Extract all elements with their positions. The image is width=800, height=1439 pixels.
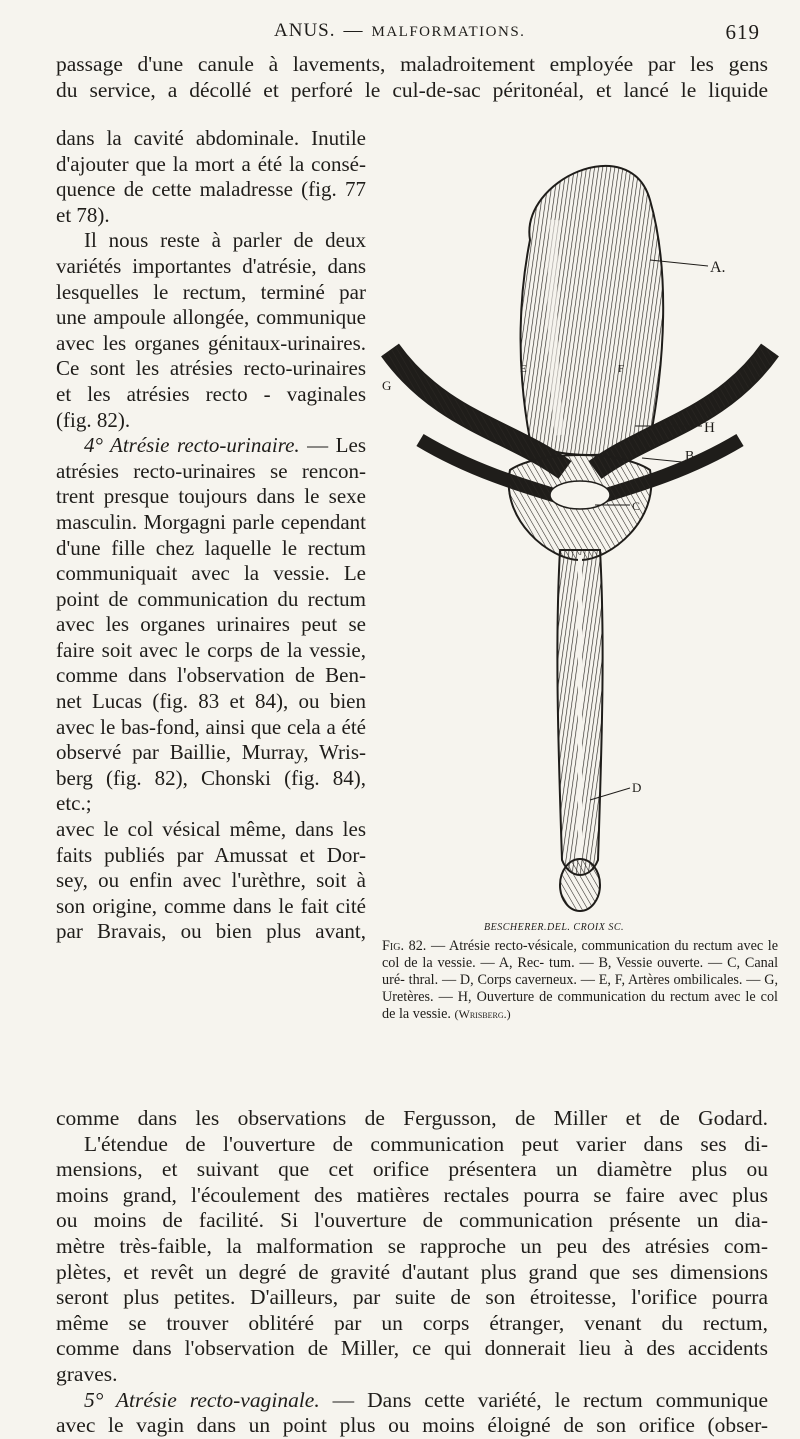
text-line: et les atrésies recto - vaginales (56, 381, 366, 406)
text-line: Il nous reste à parler de deux (84, 228, 366, 253)
label-h: H (704, 420, 715, 436)
text-line: mensions, et suivant que cet orifice présentera un diamètre plus ou (56, 1157, 768, 1182)
bottom-text (56, 1106, 768, 1439)
text-line: même se trouver oblitéré par un corps étranger, venant du rectum, (56, 1310, 768, 1335)
text-line: comme dans l'observation de Ben- (56, 663, 366, 688)
anatomical-figure (380, 140, 780, 930)
caption-author: (Wrisberg.) (454, 1007, 511, 1021)
caption-line: tum. — B, Vessie ouverte. — C, Canal uré- (382, 955, 779, 988)
text-line: passage d'une canule à lavements, maladroitement employée par les gens (56, 52, 768, 76)
caption-line: — Atrésie recto-vésicale, communication (430, 938, 670, 954)
label-a: A. (710, 259, 726, 276)
text-line: communiquait avec la vessie. Le (56, 561, 366, 586)
intro-paragraph (56, 52, 768, 103)
text-line: comme dans l'observation de Miller, ce qui donnerait lieu à des accidents (56, 1336, 768, 1361)
text-line: avec le bas-fond, ainsi que cela a été (56, 714, 366, 739)
rectum-shape (521, 166, 664, 455)
text-line: avec le vagin dans un point plus ou moins éloigné de son orifice (obser- (56, 1413, 768, 1438)
text-line: (fig. 82). (56, 407, 131, 432)
label-d: D (632, 780, 642, 795)
caption-fig-label: Fig. 82. (382, 938, 427, 954)
text-line: sey, ou enfin avec l'urèthre, soit à (56, 868, 366, 893)
text-line: masculin. Morgagni parle cependant (56, 509, 366, 534)
text-line: avec les organes génitaux-urinaires. (56, 330, 366, 355)
text-line: avec les organes urinaires peut se (56, 612, 366, 637)
text-line: d'une fille chez laquelle le rectum (56, 535, 366, 560)
text-line: faits publiés par Amussat et Dor- (56, 842, 366, 867)
text-line: dans la cavité abdominale. Inutile (56, 126, 366, 150)
label-g: G (382, 378, 392, 393)
text-line: Ce sont les atrésies recto-urinaires (56, 356, 366, 381)
text-line: seront plus petites. D'ailleurs, par suite de son étroitesse, l'orifice pourra (56, 1285, 768, 1310)
text-line: faire soit avec le corps de la vessie, (56, 637, 366, 662)
running-head-main: ANUS. (274, 20, 336, 41)
engraver-credit: BESCHERER.DEL. CROIX SC. (484, 922, 625, 933)
caption-line: vessie. (412, 1006, 451, 1022)
caption-line: ombilicales. — G, Uretères. — H, Ouverture de (382, 972, 779, 1005)
text-line: par Bravais, ou bien plus avant, (56, 919, 366, 944)
figure-caption (382, 938, 778, 1023)
text-line: trent presque toujours dans le sexe (56, 484, 366, 509)
text-line: graves. (56, 1361, 118, 1386)
text-line: une ampoule allongée, communique (56, 305, 366, 330)
section-heading-4: 4° Atrésie recto-urinaire. (84, 433, 300, 458)
text-line: du service, a décollé et perforé le cul-de-sac péritonéal, et lancé le liquide (56, 77, 768, 102)
caption-line: thral. — D, Corps caverneux. — E, F, Artères (408, 972, 670, 988)
section-heading-line: 4° Atrésie recto-urinaire. — Les (84, 433, 366, 458)
caption-line: communication du rectum avec le col de la (382, 989, 778, 1022)
label-f: F (618, 363, 625, 375)
text-line: mètre très-faible, la malformation se rapproche un peu des atrésies com- (56, 1233, 768, 1258)
label-c: C (632, 499, 641, 513)
text-line: net Lucas (fig. 83 et 84), ou bien (56, 689, 366, 714)
running-head-dash: — (343, 20, 364, 41)
running-head-sub: MALFORMATIONS. (371, 24, 526, 40)
page-number: 619 (725, 20, 760, 44)
label-b: B (685, 449, 695, 464)
text-line: avec le col vésical même, dans les (56, 817, 366, 842)
text-line: son origine, comme dans le fait cité (56, 893, 366, 918)
text-line: atrésies recto-urinaires se rencon- (56, 458, 366, 483)
text-line: plètes, et revêt un degré de gravité d'autant plus grand que ses dimensions (56, 1259, 768, 1284)
text-line: L'étendue de l'ouverture de communication peut varier dans ses di- (84, 1131, 768, 1156)
section-heading-line: 5° Atrésie recto-vaginale. — Dans cette variété, le rectum communique (84, 1387, 768, 1412)
text-line: observé par Baillie, Murray, Wris- (56, 740, 366, 765)
text-line: comme dans les observations de Fergusson, de Miller et de Godard. (56, 1106, 768, 1130)
text-line: d'ajouter que la mort a été la consé- (56, 151, 366, 176)
text-line: quence de cette maladresse (fig. 77 (56, 177, 366, 202)
text-line: berg (fig. 82), Chonski (fig. 84), etc.; (56, 765, 366, 816)
text-line: et 78). (56, 202, 110, 227)
text-line: point de communication du rectum (56, 586, 366, 611)
text-line: ou moins de facilité. Si l'ouverture de communication présente un dia- (56, 1208, 768, 1233)
text-line: moins grand, l'écoulement des matières rectales pourra se faire avec plus (56, 1182, 768, 1207)
text-line: lesquelles le rectum, terminé par (56, 279, 366, 304)
running-header (40, 12, 760, 52)
caption-line: du rectum avec le col de la vessie. — A, Rec- (382, 938, 779, 971)
text-line: variétés importantes d'atrésie, dans (56, 253, 366, 278)
section-heading-5: 5° Atrésie recto-vaginale. (84, 1387, 320, 1412)
label-e: E (520, 363, 527, 375)
running-head (274, 20, 525, 42)
figure-drawing (380, 140, 780, 930)
left-column-text (56, 126, 366, 945)
